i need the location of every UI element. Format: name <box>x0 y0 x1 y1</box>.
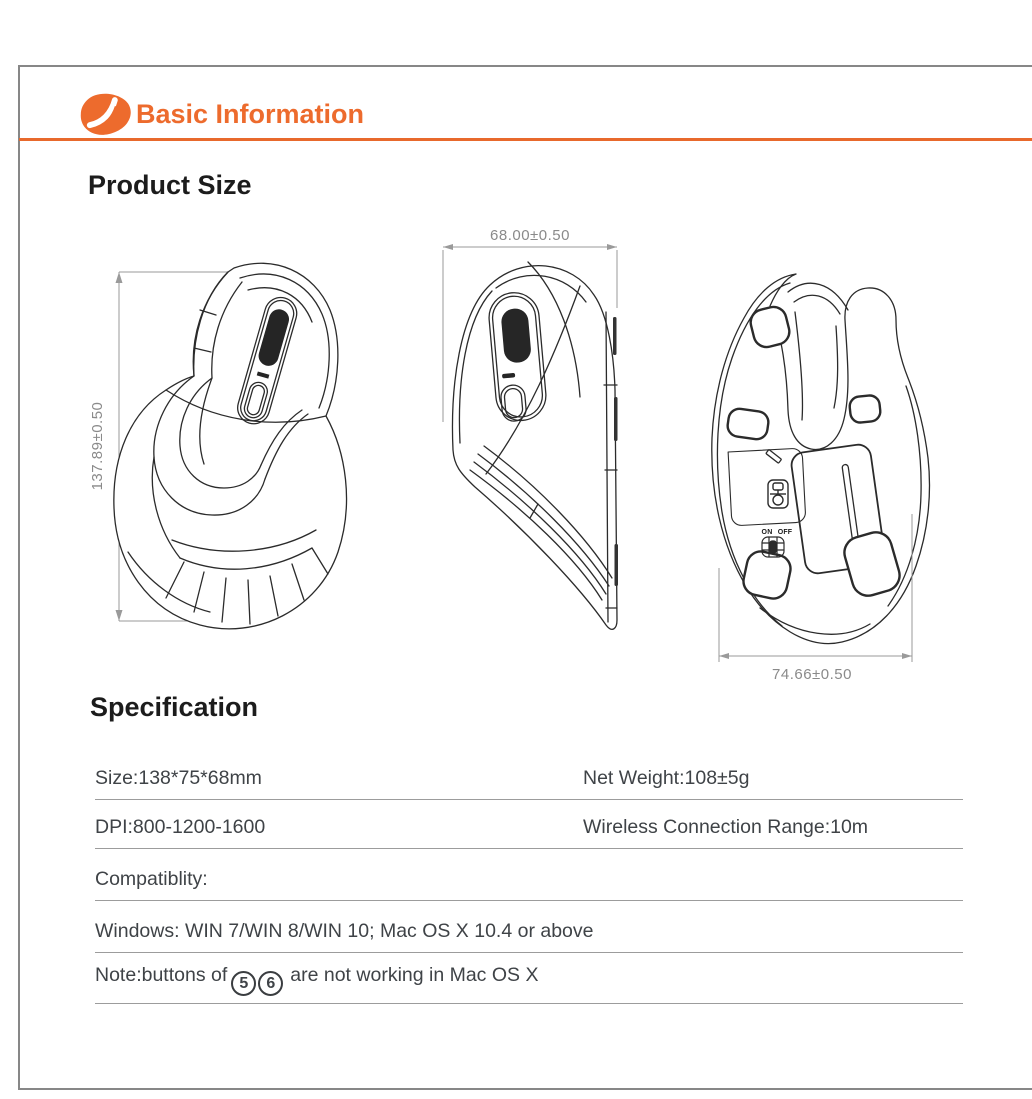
spec-row-os-support <box>95 901 963 953</box>
specification-table <box>95 757 963 1004</box>
spec-row-dpi-range <box>95 800 963 849</box>
spec-row-size-weight <box>95 757 963 800</box>
switch-on-label: ON <box>761 529 773 536</box>
note-prefix: Note:buttons of <box>95 963 228 986</box>
width-dimension-label: 68.00±0.50 <box>490 227 570 244</box>
spec-net-weight: Net Weight:108±5g <box>583 767 750 789</box>
spec-note <box>95 964 538 997</box>
button-5-badge: 5 <box>231 971 256 996</box>
mouse-top-view-drawing <box>88 252 380 645</box>
note-suffix: are not working in Mac OS X <box>290 963 539 986</box>
spec-wireless-range: Wireless Connection Range:10m <box>583 816 869 838</box>
product-size-heading: Product Size <box>88 170 252 200</box>
switch-off-label: OFF <box>777 529 793 536</box>
width-dimension-label: 74.66±0.50 <box>772 666 852 683</box>
spec-size: Size:138*75*68mm <box>95 767 262 789</box>
spec-os-support: Windows: WIN 7/WIN 8/WIN 10; Mac OS X 10.4 or above <box>95 920 594 942</box>
dareu-swoosh-logo-icon <box>78 92 132 135</box>
height-dimension-label: 137.89±0.50 <box>89 401 106 491</box>
spec-row-compatibility <box>95 849 963 901</box>
mouse-front-view-drawing <box>430 222 650 655</box>
specification-heading: Specification <box>90 692 259 722</box>
spec-row-note <box>95 953 963 1004</box>
button-6-badge: 6 <box>258 971 283 996</box>
mouse-bottom-view-drawing <box>700 262 935 690</box>
page-title: Basic Information <box>136 99 365 129</box>
spec-dpi: DPI:800-1200-1600 <box>95 816 266 838</box>
spec-compatibility-label: Compatiblity: <box>95 868 208 890</box>
accent-divider <box>19 138 1032 141</box>
